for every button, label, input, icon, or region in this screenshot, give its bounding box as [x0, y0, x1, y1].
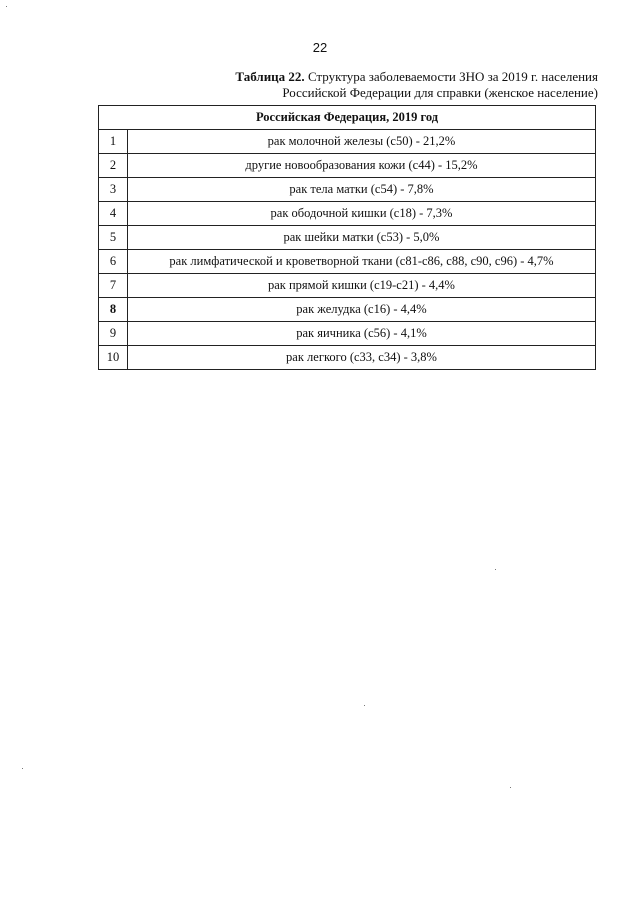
row-number: 2: [99, 154, 128, 178]
page-number: 22: [312, 40, 328, 55]
row-cancer-type: рак тела матки (с54) - 7,8%: [128, 178, 596, 202]
row-cancer-type: рак лимфатической и кроветворной ткани (с81-с86, с88, с90, с96) - 4,7%: [128, 250, 596, 274]
caption-line-1: [118, 69, 598, 85]
caption-title: Структура заболеваемости ЗНО за 2019 г. населения: [307, 69, 598, 84]
table-row: [99, 226, 596, 250]
row-number: 4: [99, 202, 128, 226]
table-row: [99, 322, 596, 346]
table-row: [99, 178, 596, 202]
row-cancer-type: другие новообразования кожи (с44) - 15,2%: [128, 154, 596, 178]
row-number: 3: [99, 178, 128, 202]
row-number: 5: [99, 226, 128, 250]
row-cancer-type: рак легкого (с33, с34) - 3,8%: [128, 346, 596, 370]
table-body: [99, 130, 596, 370]
scan-speck: [510, 787, 511, 788]
row-number: 10: [99, 346, 128, 370]
table-row: [99, 154, 596, 178]
incidence-table: [98, 105, 596, 370]
table-row: [99, 130, 596, 154]
row-number: 9: [99, 322, 128, 346]
row-cancer-type: рак прямой кишки (с19-с21) - 4,4%: [128, 274, 596, 298]
row-cancer-type: рак яичника (с56) - 4,1%: [128, 322, 596, 346]
row-cancer-type: рак желудка (с16) - 4,4%: [128, 298, 596, 322]
table-row: [99, 298, 596, 322]
table-header: Российская Федерация, 2019 год: [99, 106, 596, 130]
table-header-row: [99, 106, 596, 130]
scan-speck: [495, 569, 496, 570]
table-row: [99, 274, 596, 298]
table-row: [99, 250, 596, 274]
row-cancer-type: рак шейки матки (с53) - 5,0%: [128, 226, 596, 250]
row-number: 7: [99, 274, 128, 298]
row-number: 1: [99, 130, 128, 154]
scan-speck: [364, 705, 365, 706]
row-number: 6: [99, 250, 128, 274]
caption-label: Таблица 22.: [235, 69, 305, 84]
row-cancer-type: рак ободочной кишки (с18) - 7,3%: [128, 202, 596, 226]
table-row: [99, 346, 596, 370]
caption-line-2: Российской Федерации для справки (женское население): [282, 85, 598, 100]
row-cancer-type: рак молочной железы (с50) - 21,2%: [128, 130, 596, 154]
scan-speck: [6, 6, 7, 7]
scan-speck: [22, 768, 23, 769]
table-caption: [118, 69, 598, 101]
row-number: 8: [99, 298, 128, 322]
table-row: [99, 202, 596, 226]
